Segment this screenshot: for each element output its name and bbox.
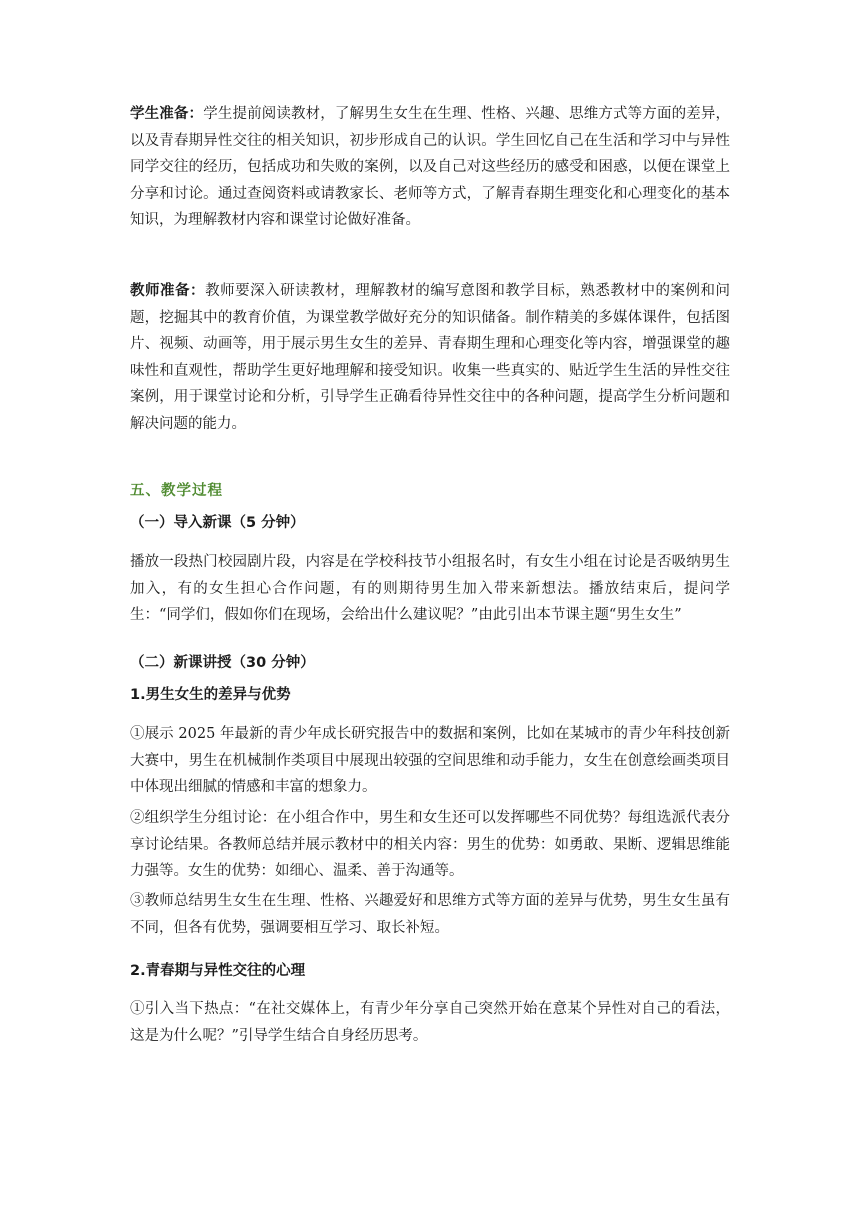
student-prep-text: 学生提前阅读教材，了解男生女生在生理、性格、兴趣、思维方式等方面的差异，以及青春期异性交往的相关知识，初步形成自己的认识。学生回忆自己在生活和学习中与异性同学交往的经历，包括成功和失败的案例，以及自己对这些经历的感受和困惑，以便在课堂上分享和讨论。通过查阅资料或请教家长、老师等方式，了解青春期生理变化和心理变化的基本知识，为理解教材内容和课堂讨论做好准备。 [130, 106, 730, 228]
sub-1-paragraph-3: ③教师总结男生女生在生理、性格、兴趣爱好和思维方式等方面的差异与优势，男生女生虽有不同，但各有优势，强调要相互学习、取长补短。 [130, 893, 730, 936]
sub-1-title: 1.男生女生的差异与优势 [130, 687, 291, 703]
student-prep-paragraph [130, 101, 730, 234]
part-1-title: （一）导入新课（5 分钟） [130, 515, 305, 531]
part-1-paragraph: 播放一段热门校园剧片段，内容是在学校科技节小组报名时，有女生小组在讨论是否吸纳男生加入，有的女生担心合作问题，有的则期待男生加入带来新想法。播放结束后，提问学生：“同学们，假如你们在现场，会给出什么建议呢？”由此引出本节课主题“男生女生” [130, 554, 730, 623]
section-5-title: 五、教学过程 [130, 483, 223, 499]
teacher-prep-lead: 教师准备： [130, 283, 206, 299]
sub-2-paragraph-1: ①引入当下热点：“在社交媒体上，有青少年分享自己突然开始在意某个异性对自己的看法，这是为什么呢？”引导学生结合自身经历思考。 [130, 1001, 730, 1044]
sub-2-title: 2.青春期与异性交往的心理 [130, 963, 306, 979]
teacher-prep-paragraph [130, 278, 730, 437]
teacher-prep-text: 教师要深入研读教材，理解教材的编写意图和教学目标，熟悉教材中的案例和问题，挖掘其中的教育价值，为课堂教学做好充分的知识储备。制作精美的多媒体课件，包括图片、视频、动画等，用于展示男生女生的差异、青春期生理和心理变化等内容，增强课堂的趣味性和直观性，帮助学生更好地理解和接受知识。收集一些真实的、贴近学生生活的异性交往案例，用于课堂讨论和分析，引导学生正确看待异性交往中的各种问题，提高学生分析问题和解决问题的能力。 [130, 283, 731, 432]
part-2-title: （二）新课讲授（30 分钟） [130, 655, 315, 671]
student-prep-lead: 学生准备： [130, 106, 204, 122]
sub-1-paragraph-2: ②组织学生分组讨论：在小组合作中，男生和女生还可以发挥哪些不同优势？每组选派代表分享讨论结果。各教师总结并展示教材中的相关内容：男生的优势：如勇敢、果断、逻辑思维能力强等。女生的优势：如细心、温柔、善于沟通等。 [130, 810, 730, 879]
sub-1-paragraph-1: ①展示 2025 年最新的青少年成长研究报告中的数据和案例，比如在某城市的青少年科技创新大赛中，男生在机械制作类项目中展现出较强的空间思维和动手能力，女生在创意绘画类项目中体现出细腻的情感和丰富的想象力。 [130, 726, 730, 795]
